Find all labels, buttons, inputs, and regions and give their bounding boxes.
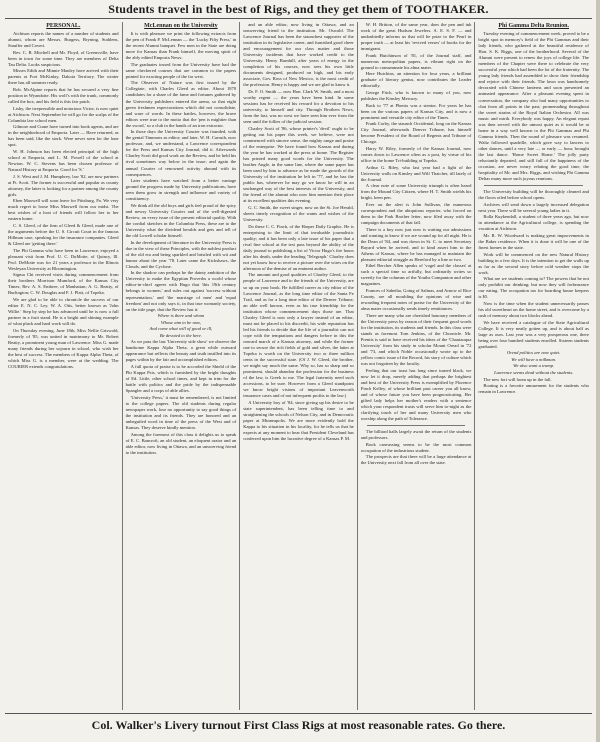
paragraph: Work will be commenced on the new Natural History building in a few days. It is the intention to get the walls up as far as the second story before cold weather stops the work. bbox=[478, 251, 589, 275]
paragraph: Do these C. C. Finch, of the Harper Daily Graphic. He is enterprising to the limit of that invaluable journalistic quality; and it has been only a late issue of his paper that a rival fine school at the test pass beyond the ability of the daily journal to publishing a list of Victor Hugo's fire hours after his death, under the heading 'Telegraph.' Charley does not yet know how to receive a picture over the wires on the afternoon of the demise of an eminent author. bbox=[243, 223, 354, 271]
paragraph: The graduates tossed from the University have had the same checkered courses that are common to the papers printed for exacting people of the far west. bbox=[125, 61, 237, 79]
column-5 bbox=[475, 22, 592, 710]
columns bbox=[5, 22, 592, 710]
bottom-banner-ad: Col. Walker's Livery turnout First Class Rigs at most reasonable rates. Go there. bbox=[5, 713, 592, 736]
paragraph: Frank Corby, the staunch Occidental, long on the Kansas City Journal, afterwards Denver Tribune, has himself become President of the Board of Regents and Tribune of Chicago. bbox=[360, 121, 472, 145]
column-4-body-continued bbox=[361, 429, 472, 466]
paragraph: The University building will be thoroughly cleaned and the floors oiled before school opens. bbox=[478, 189, 589, 201]
paragraph: J. S. West and J. M. Humphrey, law '82, are now partners at Ft. Scott. The former is successful and popular as county attorney, the latter is looking for a partner among the county girls. bbox=[8, 173, 119, 197]
column-2-body-continued bbox=[126, 339, 237, 455]
paragraph: On Thursday evening, June 18th, Miss Nellie Griswold, formerly of '85, was united in matrimony to Mr. Robert Beatty, a prominent young man of Lawrence. Miss G. made many friends during her sojourn in school, who wish her the best of success. The members of Kappa Alpha Theta, of which Miss G. is a member, were at the wedding. The COURIER extends congratulations. bbox=[8, 327, 119, 370]
paragraph: Dr. F. O. Smith — now Hon. Clark W. Smith, and a most worthy regent — the years have been kind. In some sessions has he received his reward for a devotion to his university, to himself and city. Through Brothers News, from the last, was no west we have seen him ever from the seen until the follies of the judicial session. bbox=[243, 89, 354, 125]
column-4-divider bbox=[367, 425, 466, 426]
paragraph: Feeling that our toast has long since turned black, we now let it drop, merely adding that perhaps the brightest and best of the University Press is exemplified by Florence Finch Kelley, of whose brilliant past career you all know, and of whose future you have been prognosticating. Her gifted lady helps her mother's readers with a sentence which your respondent trusts will serve him to-night as the clarifying touch of her and many University men who worship along the path of Tolerance. bbox=[360, 367, 472, 421]
column-2-body bbox=[126, 31, 237, 313]
paragraph: G. C. Smith, the sweet singer, now on the St. Joe Herald, sheets timely recognition of the wants and wishes of the University. bbox=[243, 204, 354, 222]
column-5-divider bbox=[484, 185, 583, 186]
paragraph: There are many who are cherished honorary members of the University press by reason of their frequent good words for the institution, its students and friends. In this class were stands as foremost Tom Jenkins, of the Chronicle. Mr. Prentis is said to have received his ideas of the 'Chautauqua University' from his study in scholar Mount Oread in '72 and '73, and which Noble occasionally wrote up to the yellow comic issue of the Record, his story of culture which was not forgotten by the faculty. bbox=[360, 312, 472, 367]
paragraph: A University boy of '84, since giving up his desire to be state superintendent, has been telling time to and straightening the schools of Nelson City, and in Democratic paper at Minneapolis. We are more evidently hold the Kappa to his situation in his locality, for he tells us that he expects at any moment to hear that President Cleveland has conferred upon him the lucrative degree of a Kansas P. M. bbox=[243, 399, 354, 442]
paragraph: The prospects are that there will be a large attendance at the University next fall from all over the state. bbox=[360, 454, 472, 466]
column-2-poem bbox=[126, 313, 237, 339]
paragraph: The billiard halls largely await the return of the students and professors. bbox=[360, 429, 472, 441]
column-2 bbox=[123, 22, 241, 710]
column-5-heading: Phi Gamma Delta Reunion. bbox=[498, 23, 569, 29]
paragraph: Archives will send down a largely increased delegation next year. There will be several young ladies in it. bbox=[478, 201, 589, 213]
paragraph: Sigma Chi received visits during commencement from their brothers Morrison Mumford, of the Kansas City Times; Rev. A. S. Embree, of Manhattan; A. G. Beatty, of Burlington; C. W. Douglas and F. J. Platt, of Topeka. bbox=[8, 272, 119, 296]
paragraph: Here Hutchins, an attention for four years, a brilliant graduate of literary genius, now contributes the Leader editorially. bbox=[360, 71, 472, 89]
paragraph: and an able editor, now living in Ottawa, and an unswerving friend to the institution. Mr. Oswald. The Lawrence Journal has been the staunchest supporter of the institution in its legislative career, and furnished good cheer and encouragement for our class matter and those University incidents that have worked credit to the University. Henry Barnhill, after years of energy in the completion of his courses, now sees his own little documents designed, produced on high, and his early associate, Gov. Ross of New Mexico, is the most credit of the profession. Henry is happy and we are glad to know it. bbox=[243, 22, 354, 88]
paragraph: Eben Maxwell will soon leave for Pittsburg, Pa. We very much regret to loose Miss Maxwell from our midst. The best wishes of a host of friends will follow her to her eastern home. bbox=[8, 198, 119, 222]
paragraph: We are glad to be able to chronicle the success of our editor E. N. C. Ley. W. A. Otis, better known as 'John Willie.' Step by step he has advanced until he is now a full partner in a fruit stand. He is a bright and shining example of what pluck and hard work will do. bbox=[8, 297, 119, 327]
paragraph: There is a boy now just now is waiting our admissions and wanting to know if we are wound up for all night. He is the Dean of '84, and was down in St. C. to meet Secretary Bayard when he arrived, and to kind assert him to the Athens of Kansas, where he has managed to maintain the pleasant editorial struggle as Hereford by a line or two. bbox=[360, 226, 472, 262]
paragraph: C. S. Gleed, of the firm of Gleed & Gleed, made one of the arguments before the U. S. Circuit Court in the famous Hillman case, speaking for the insurance companies. Gleed & Gleed are 'getting there.' bbox=[8, 222, 119, 247]
column-5-short-items bbox=[478, 350, 589, 376]
paragraph: Arthur G. Riley, who last year had a light of the University walls on Kinsley and Wilf Thatcher, till lately of the Journal. bbox=[360, 164, 472, 182]
paragraph: Misses Edith and Minnie Manley have arrived with their parents at Fort McKinlay, Dakota Territory. The winter there has all summer ready. bbox=[8, 68, 119, 86]
top-banner-ad: Students travel in the best of Rigs, and they get them of TOOTHAKER. bbox=[5, 0, 592, 19]
paragraph: Mr. R. W. Woodward is making great improvements in the Baker residence. When it is done it will be one of the finest homes in the state. bbox=[478, 233, 589, 251]
paragraph: Among the foremost of this class it delights us to speak of E. C. Bancroft, an old student, an eloquent orator and an able editor, now living in Ottawa, and an unswerving friend to the institution. bbox=[125, 431, 237, 455]
paragraph: Lisby, the irrepressible and notorious Victor, is now quiet at Atchison. Next September he will go for the scalps of the Columbia law school men. bbox=[8, 105, 119, 123]
paragraph: The Phi Gamma who have been in Lawrence, enjoyed a pleasant visit from Prof. U. C. DuMotte, of Quincy, Ill. Prof. DeMotte was for 21 years a professor in the Illinois Wesleyan University at Bloomington. bbox=[8, 247, 119, 271]
paragraph: Frances of Sabetha, Going of Salinas, and Arnow of Rice County, are all moulding the opinions of wise and rewarding frequent notes of praise for the University of the alma mater occasionally sends timely remittances. bbox=[360, 288, 472, 312]
paragraph: In those days the University Courier was founded, with the genial Timmons as editor; and later, W. H. Carruth, now professor, and, we understand, a Lawrence correspondent for the Press and Kansas City Journal, did it. Afterwards Charley Scott did good work on the Review, and he held his rival sometimes way below in the issue; and again the annual Courier of renowned activity abound with its consequences. bbox=[125, 129, 237, 177]
column-3 bbox=[240, 22, 358, 710]
column-4-body bbox=[361, 22, 472, 422]
verse-line: Orend politics are now quiet. bbox=[506, 350, 561, 356]
paragraph: The amount and good qualities of Charley Gleed, to the people of Lawrence and to the friends of the University, are so up on your book. He fulfilled career as city editor of the Lawrence Journal, as the long time editor of the Santa Fe Trail, and as for a long time editor of the Denver Tribune, an able well known, even as his true friendship for the institution whose commencement days those are. That Charley Gleed is now only a lawyer instead of an editor, must not be placed to his discredit, his wide reputation has led his friends to decide that the life of a journalist can not cope with the temptations and dangers before in this the onward march of a Kansas attorney, and while the former one to secure the rich fields of gold and silver, the latter at Topeka is worth on the University two or three million cents in the successful state. (Of J. W. Gleed, the brother, we might say much the same. Why so, has so sharp and so prominent, should abandon the profession for the business of the law, is Greek to me. The legal fraternity need such accessions, to be sure. However from a Gleed standpoint we know bright visions of important Leavenworth insurance cases and of not infrequent profits to the law.) bbox=[243, 272, 354, 399]
column-4 bbox=[358, 22, 476, 710]
verse-line: We will have a milkman. bbox=[511, 356, 557, 362]
paragraph: Boating is a favorite amusement for the students who remain in Lawrence. bbox=[478, 383, 589, 395]
paragraph: What are we students coming to? The powers that be not only prohibit our drinking; but now they will forbearance our eating. The occupation tax for boarding house keepers is $5. bbox=[478, 276, 589, 300]
paragraph: Tuesday evening of commencement week, proved to be a bright spot in memory's field of the Phi Gammas and their lady friends, who gathered at the beautiful residence of Hon. S. K. Riggs, one of the brotherhood. Several of the Alumni were present to renew the joys of college life. The members of the Chapter were there to celebrate the very successful year which had been the lot of the fraternity. The young lady friends had assembled to show their friendship and rejoice with their friends. The lawn was handsomely decorated with Chinese lanterns and soon presented an animated appearance. After a pleasant evening spent in conversation, the company also had many opportunities to chat from all points in the past; promenading throughout the sweet strains of the Royal Italian Orchestra. All was music and mirth. Everybody was happy. An elegant repast was then served with the utmost quiet as it would be at home in a way well known to the Phi Gammas and Phi Gamma friends. Then the round of pleasure was resumed. Waltz followed quadrille, which gave way to lancers to other dances, until a very late — or early — hour, brought the last dance. 'Home Sweet Home.' The jolly party reluctantly departed, and still full of the happiness of the occasion, are never weary relating the good time, the hospitality of Mr. and Mrs. Riggs, and wishing Phi Gamma Deltas many more such joyous reunions. bbox=[478, 31, 589, 182]
paragraph: Now is the time when the student unnecessarily passes his old sweetheart on the home street, and is overcome by a rush of memory about two blocks ahead. bbox=[478, 301, 589, 319]
paragraph: Later students have watched from a better vantage ground the progress made by University publications; have seen them grow in strength and influence and variety of constituency. bbox=[125, 178, 237, 202]
column-2-heading: McLennan on the University bbox=[144, 23, 218, 29]
paragraph: George Fitch, who is known to many of you, now publishes the Kinsley Mercury. bbox=[360, 90, 472, 102]
verse-line: We also want a tramp. bbox=[513, 363, 555, 369]
paragraph: 'University Press,' it must be remembered, is not limited to the college papers. The old students during regular newspaper work, lose no opportunity to say good things of the institution and its friends. They are honored and an unbeguiled word in time of the press of the West and of Kansas. They deserve kindly mention. bbox=[125, 394, 237, 430]
page-edge-shadow bbox=[596, 0, 600, 742]
paragraph: Rob. McAlpine reports that he has secured a very fine position in Wyandotte. His wolf's with the trunk, commonly called the box, and his field is this fair patch. bbox=[8, 86, 119, 105]
paragraph: A clear note of some University triumph is often heard from the Mound City Citizen, where H. T. Smith wields his bright, keen pen. bbox=[360, 183, 472, 201]
column-5-body-end bbox=[478, 377, 589, 396]
paragraph: We think all the old boys and girls feel proud of the spicy and newsy University Courier and of the well-digested Review, on every issue of the present editorial quality. With the cordial sketches in the Columbia Press, these are to the University what the dividend heralds and gets and tell of the old Lowell scholar himself. bbox=[125, 202, 237, 239]
paragraph: Harry W. Riley, formerly of the Kansas Journal, now comes down to Lawrence often as a post, by virtue of his office in the home Tri-building at Topeka. bbox=[360, 145, 472, 164]
verse-line: And come what will of good or ill, bbox=[149, 326, 213, 332]
paragraph: Rolla Kuykendall, a student of three years ago, but now in attendance at the Agricultural college, is spending the vacation at Atchison. bbox=[478, 214, 589, 232]
verse-line: Be devoted to the here. bbox=[159, 332, 202, 338]
paragraph: Atchison reports the names of a number of students and alumni, whom are Messrs. Burgess, Bryning, Stahlens, Stauffer and Covert. bbox=[8, 31, 119, 49]
paragraph: Ethel Bercher Allen speaks of 'vogel and the classes' at such a special time so artfully, but ordinarily writes so sweetly for the columns of the Youths Companion and other magazines. bbox=[360, 263, 472, 287]
paragraph: Frank Hutchinson of '81, of the Journal staff, and numerous metropolitan papers, is vibrant right on the ground to consummate his alma mater. bbox=[360, 52, 472, 70]
paragraph: The new fort will loom up in the fall. bbox=[483, 376, 552, 382]
verse-line: Whose aim to be now, bbox=[160, 319, 201, 325]
paragraph: Charley Scott of '86, whose printer's 'devil' ought to be getting out his paper this week, we believe, were not commenced with sincere sense, the mighty range and praise of the enterprise. We have found how Kansas and during the year he has worked at the press at home. The Register has printed many good words for the University. The brother Angle, in the same line, where the same paper has been used by him to advance as he made the growth of the University of the institution he left in '77, and he has the public has, wherever he may go we know he will in an unchanged way of the best interests of the University, and the friend of the alumni who now him mention their place at its excellent qualities this evening. bbox=[243, 125, 354, 204]
paragraph: The Observer of Nature was first issued by the Collegiate, with Charles Gleed as editor. About 1870 candidates for a share of the fame and fortunes gathered by the University publishers entered the arena, so that eight green freshmen expectorations which did not consolidate, and ware of words. In these battles, however, the brave editors were true to the motto that the 'pen is mightier than the sword,' so a club in the hands of an iron extractor. bbox=[125, 80, 237, 128]
column-1-body bbox=[8, 31, 119, 370]
paragraph: Ever on the alert is John Sullivan, the numerous correspondent and the ubiquitous reporter, who forced on them in the Park Brother letter, now filed away with the campaign documents of that fall. bbox=[360, 201, 472, 225]
verse-line: Where is there and whom bbox=[157, 313, 205, 319]
paragraph: Gilmore and Crane have turned into book agents, and are in the neighborhood of Emporia. Later — Have returned, as has been said, like the stork. Were never seen for the lone spot. bbox=[8, 124, 119, 148]
paragraph: In the development of literature in the University Press is due in the view of these Principles, with the noblest product of the old era and being sparkled and bristled with wit and humor about the year '78. Later came the Kickshaws, the Clouds, and the Cyclone. bbox=[125, 239, 237, 269]
paragraph: Book canvassing seems to be the most common occupation of the industrious student. bbox=[360, 441, 472, 453]
verse-line: Lawrence seems dead without the students. bbox=[494, 370, 574, 376]
column-5-body bbox=[478, 31, 589, 182]
paragraph: A full quota of praise is to be accorded the Shield of the Phi Kappa Psis, which is furnished by the bright thoughts of Ed. Little, other school times, and kept in trim for the battle with politics and the pride by the indispensable Spangler and a corps of able allies. bbox=[125, 364, 237, 394]
paragraph: W. H. Britton, of the same year, does the pen and ink work of the great Hudson Jewelers. A. E. S. F. — and undoubtedly informs us that will be prize to the Pearl in proper truth — at least his 'revived verses' of books for the immigrant. bbox=[360, 22, 472, 52]
paragraph: As we pass the last 'University side show' we observe the handsome Kappa Alpha Theta, a great while outward appearance but reflects the beauty and truth instilled into its pages within by the fair and accomplished editors. bbox=[125, 339, 237, 363]
column-1-heading: PERSONAL. bbox=[46, 23, 81, 29]
paragraph: It is with pleasure we print the following extracts from the pen of Frank P. McLennan — the 'Lucky Fifty Press,' in the recent Alumni banquet. Few men in the State are doing more for Kansas than Frank himself, the moving spirit of the ably edited Emporia News: bbox=[125, 31, 237, 61]
paragraph: Back to '77 at Phenix was a stentor. For years he has been on the various papers of Kansas City, and is now a prominent and versatile city editor of the Times. bbox=[360, 102, 472, 120]
paragraph: In the shadow can perhaps be the dainty ambition of the University to make the Egyptian Proverbs a world whose editor-in-chief agrees with Hugo that 'this 19th century belongs to women,' and rules out against 'success without representation,' and 'the marriage of men' and 'equal freedom' and not only says it, in that true womanly society, on the title page, that the Review has it: bbox=[125, 270, 237, 312]
column-5-body-continued bbox=[478, 189, 589, 350]
column-1 bbox=[5, 22, 123, 710]
paragraph: Rev. C. B. Mitchell and Mr. Floyd, of Greensville, have been in town for some time. They are members of Delta Tau Delta. Looks suspicious. bbox=[8, 49, 119, 67]
paragraph: We have received a catalogue of the State Agricultural College. It is very neatly gotten up, and is about half as large as ours. Last year was a very prosperous one, there being over four hundred students enrolled. Sixteen students graduated. bbox=[478, 319, 589, 349]
paragraph: W. H. Johnson has been elected principal of the high school at Emporia, and L. M. Powell of the school at Newton. W. C. Stevens has been chosen professor of Natural History at Emporia. Good for 'S.' bbox=[8, 148, 119, 173]
column-3-body bbox=[243, 22, 354, 442]
